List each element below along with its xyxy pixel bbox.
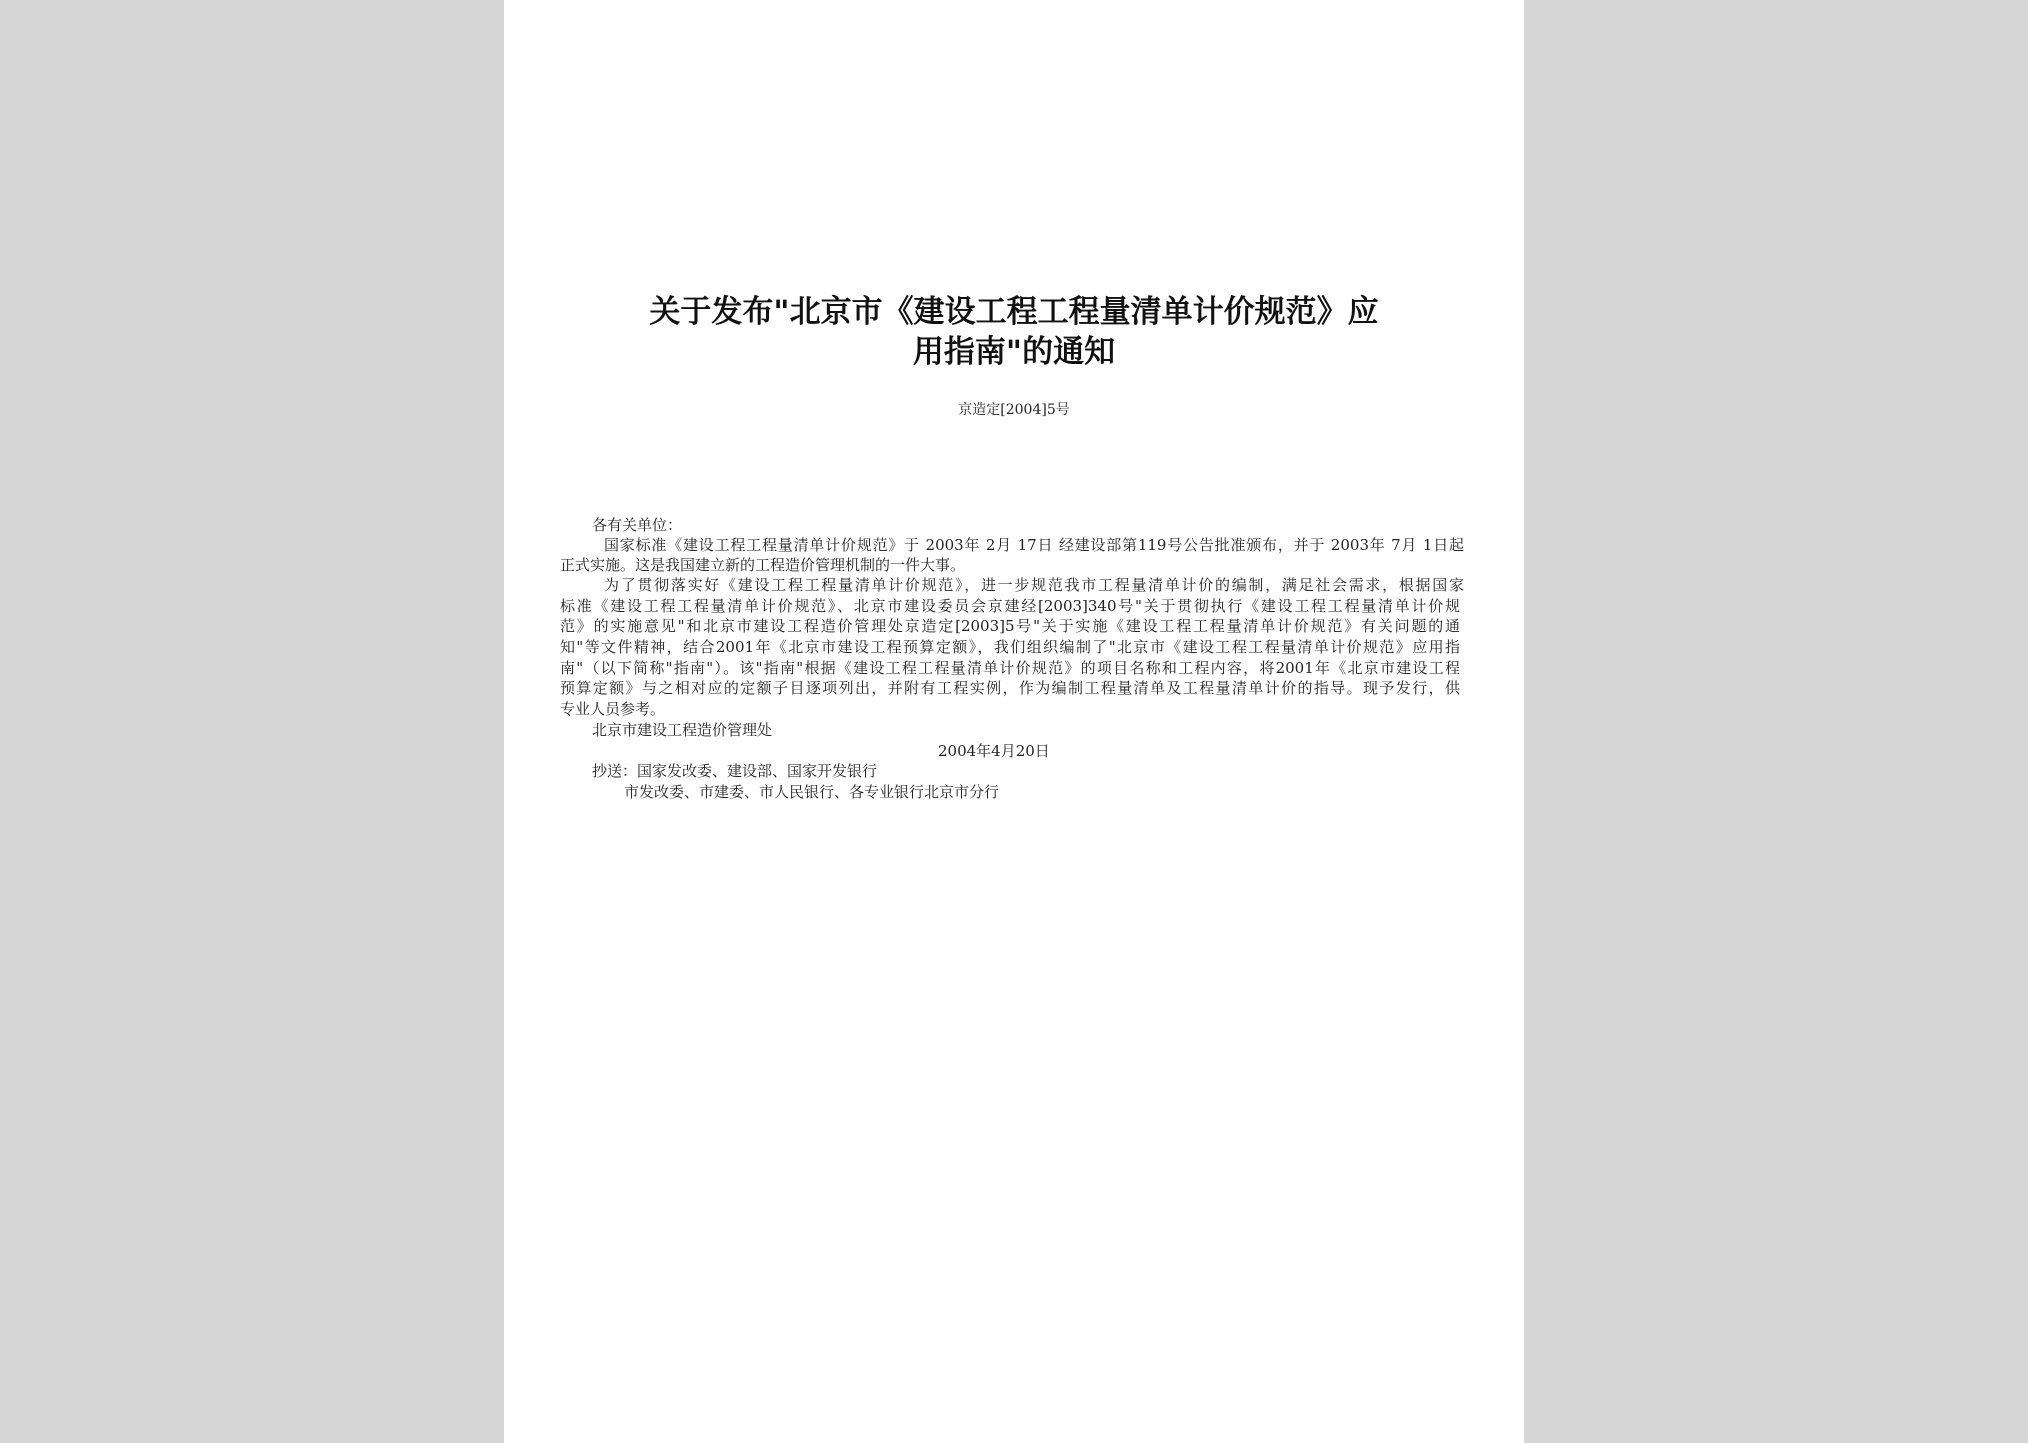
notice-title-line-1: 关于发布"北京市《建设工程工程量清单计价规范》应 (649, 294, 1379, 330)
cc-line-1: 抄送：国家发改委、建设部、国家开发银行 (592, 762, 878, 780)
issue-date: 2004年4月20日 (938, 742, 1050, 760)
document-page (504, 0, 1524, 1443)
salutation: 各有关单位： (592, 516, 683, 534)
paragraph-2-line-4: 知"等文件精神，结合2001年《北京市建设工程预算定额》，我们组织编制了"北京市《建设工程工程量清单计价规范》应用指 (560, 638, 1460, 656)
paragraph-2-line-3: 范》的实施意见"和北京市建设工程造价管理处京造定[2003]5号"关于实施《建设工程工程量清单计价规范》有关问题的通 (560, 617, 1460, 635)
notice-title-line-2: 用指南"的通知 (912, 334, 1116, 370)
issuer: 北京市建设工程造价管理处 (592, 721, 773, 739)
paragraph-2-line-2: 标准《建设工程工程量清单计价规范》、北京市建设委员会京建经[2003]340号"关于贯彻执行《建设工程工程量清单计价规 (560, 597, 1460, 615)
document-number: 京造定[2004]5号 (958, 402, 1070, 418)
cc-line-2: 市发改委、市建委、市人民银行、各专业银行北京市分行 (624, 783, 1000, 801)
paragraph-2-line-7: 专业人员参考。 (560, 700, 666, 718)
paragraph-2-line-6: 预算定额》与之相对应的定额子目逐项列出，并附有工程实例，作为编制工程量清单及工程量清单计价的指导。现予发行，供 (560, 679, 1460, 697)
paragraph-1-line-1: 国家标准《建设工程工程量清单计价规范》于 2003年 2月 17日 经建设部第119号公告批准颁布，并于 2003年 7月 1日起 (604, 536, 1464, 554)
paragraph-2-line-5: 南"（以下简称"指南"）。该"指南"根据《建设工程工程量清单计价规范》的项目名称和工程内容，将2001年《北京市建设工程 (560, 659, 1460, 677)
paragraph-2-line-1: 为了贯彻落实好《建设工程工程量清单计价规范》，进一步规范我市工程量清单计价的编制，满足社会需求，根据国家 (604, 576, 1464, 594)
paragraph-1-line-2: 正式实施。这是我国建立新的工程造价管理机制的一件大事。 (560, 556, 966, 574)
